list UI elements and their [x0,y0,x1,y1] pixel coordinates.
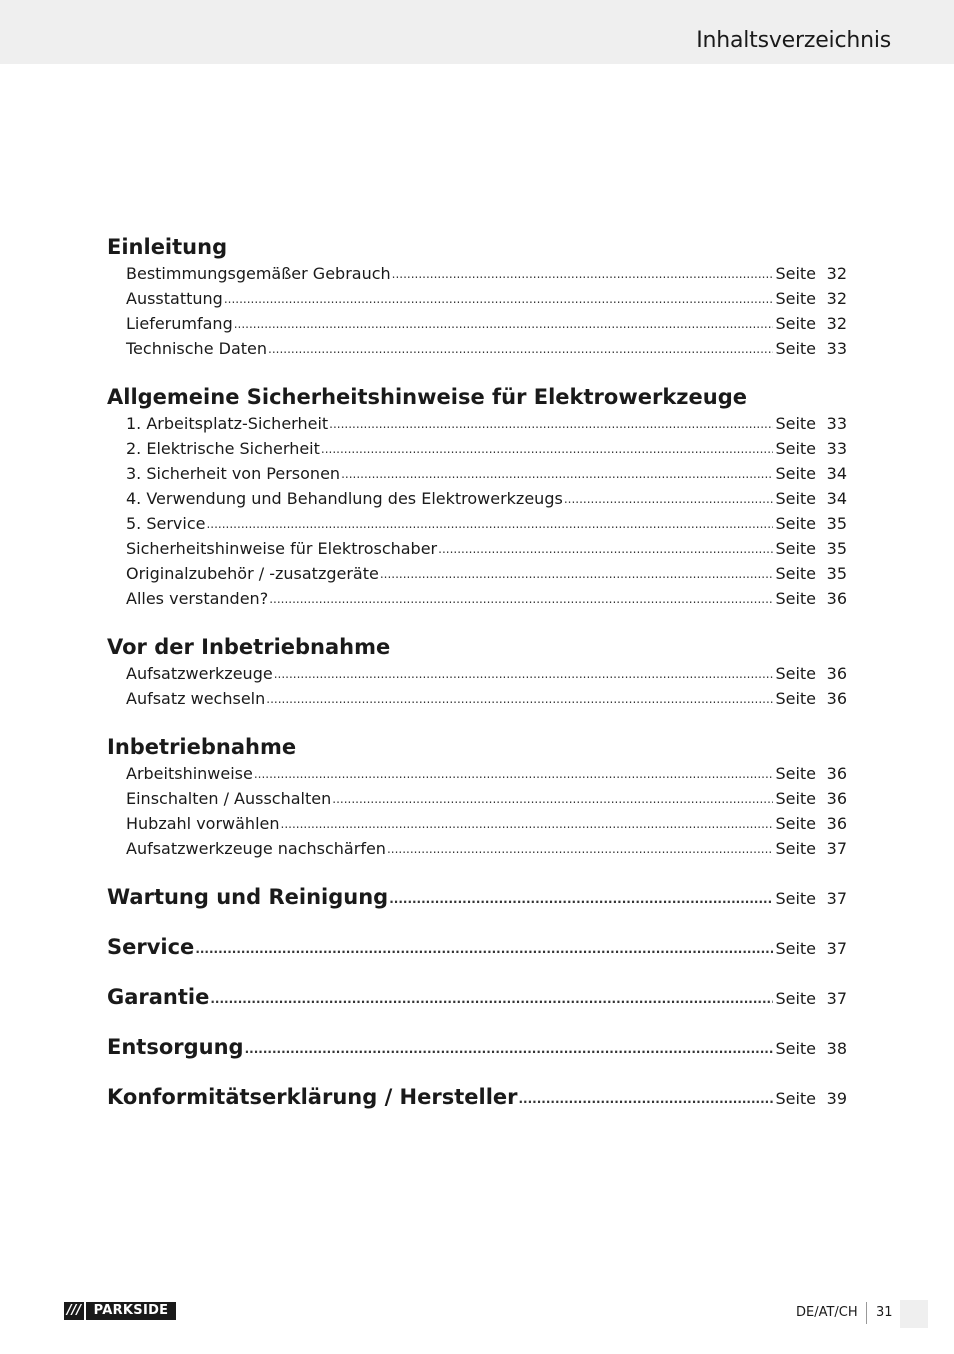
leader-dots [387,840,774,858]
page-number: 39 [826,1089,847,1108]
page-number: 33 [826,414,847,433]
footer-page-number: 31 [876,1305,893,1320]
page-word: Seite [775,339,816,358]
toc-section-konformitaet[interactable] [107,1083,847,1111]
page-number: 32 [826,289,847,308]
page-number: 37 [826,839,847,858]
leader-dots [392,265,774,283]
leader-dots [321,440,774,458]
parkside-logo [64,1302,176,1320]
page-title: Inhaltsverzeichnis [696,28,891,53]
section-heading [107,733,847,761]
toc-entry[interactable] [107,761,847,786]
leader-dots [332,790,773,808]
toc-entry[interactable] [107,461,847,486]
leader-dots [266,690,773,708]
toc-section-entsorgung[interactable] [107,1033,847,1061]
section-title: Inbetriebnahme [107,735,297,759]
entry-label: 2. Elektrische Sicherheit [126,439,320,458]
page-number: 35 [826,539,847,558]
leader-dots [195,940,773,958]
entry-label: Technische Daten [126,339,268,358]
entry-label: 1. Arbeitsplatz-Sicherheit [126,414,329,433]
toc-section-wartung[interactable] [107,883,847,911]
toc-entry[interactable] [107,511,847,536]
page-word: Seite [775,689,816,708]
toc-entry[interactable] [107,586,847,611]
leader-dots [254,765,774,783]
entry-label: Ausstattung [126,289,223,308]
page-number: 36 [826,664,847,683]
toc-entry[interactable] [107,786,847,811]
footer-divider [866,1302,867,1324]
leader-dots [329,415,773,433]
section-title: Konformitätserklärung / Hersteller [107,1085,518,1109]
toc-entry[interactable] [107,436,847,461]
toc-entry[interactable] [107,411,847,436]
section-title: Garantie [107,985,210,1009]
page-word: Seite [775,1039,816,1058]
page-number: 34 [826,464,847,483]
toc-entry[interactable] [107,486,847,511]
page-number: 34 [826,489,847,508]
entry-label: Aufsatzwerkzeuge [126,664,273,683]
entry-label: Originalzubehör / -zusatzgeräte [126,564,379,583]
footer-region: DE/AT/CH [796,1305,858,1320]
page-number: 36 [826,814,847,833]
page-number: 36 [826,764,847,783]
entry-label: Lieferumfang [126,314,233,333]
page-number: 36 [826,689,847,708]
leader-dots [564,490,774,508]
leader-dots [206,515,773,533]
toc-section-service[interactable] [107,933,847,961]
toc-section-sicherheitshinweise [107,383,847,611]
entry-label: 4. Verwendung und Behandlung des Elektrowerkzeugs [126,489,563,508]
section-title: Vor der Inbetriebnahme [107,635,391,659]
logo-wordmark: PARKSIDE [86,1302,176,1320]
toc-entry[interactable] [107,286,847,311]
toc-section-einleitung [107,233,847,361]
page-number: 36 [826,589,847,608]
leader-dots [274,665,774,683]
entry-label: Bestimmungsgemäßer Gebrauch [126,264,391,283]
page-number: 32 [826,314,847,333]
leader-dots [234,315,774,333]
page-number: 37 [826,889,847,908]
leader-dots [341,465,773,483]
entry-label: Hubzahl vorwählen [126,814,280,833]
leader-dots [281,815,774,833]
page-word: Seite [775,489,816,508]
page-number: 33 [826,339,847,358]
page-word: Seite [775,439,816,458]
leader-dots [224,290,774,308]
section-title: Entsorgung [107,1035,244,1059]
table-of-contents [107,233,847,1111]
page-word: Seite [775,789,816,808]
section-title: Einleitung [107,235,228,259]
page-word: Seite [775,514,816,533]
leader-dots [519,1090,774,1108]
page-word: Seite [775,289,816,308]
footer-tab-box [900,1300,928,1328]
toc-section-vor-der-inbetriebnahme [107,633,847,711]
toc-section-inbetriebnahme [107,733,847,861]
page-number: 35 [826,564,847,583]
page-word: Seite [775,414,816,433]
section-heading [107,233,847,261]
toc-entry[interactable] [107,811,847,836]
leader-dots [389,890,773,908]
page-word: Seite [775,314,816,333]
toc-entry[interactable] [107,686,847,711]
section-heading [107,633,847,661]
entry-label: Einschalten / Ausschalten [126,789,332,808]
toc-entry[interactable] [107,836,847,861]
page-number: 32 [826,264,847,283]
toc-entry[interactable] [107,311,847,336]
leader-dots [269,590,773,608]
toc-entry[interactable] [107,261,847,286]
toc-entry[interactable] [107,661,847,686]
entry-label: Aufsatz wechseln [126,689,266,708]
page-number: 37 [826,939,847,958]
entry-label: Arbeitshinweise [126,764,253,783]
page-word: Seite [775,589,816,608]
page-word: Seite [775,764,816,783]
entry-label: Sicherheitshinweise für Elektroschaber [126,539,438,558]
entry-label: 5. Service [126,514,206,533]
leader-dots [268,340,773,358]
leader-dots [438,540,773,558]
page-word: Seite [775,1089,816,1108]
leader-dots [380,565,774,583]
page-word: Seite [775,889,816,908]
page-word: Seite [775,539,816,558]
page-number: 38 [826,1039,847,1058]
toc-section-garantie[interactable] [107,983,847,1011]
section-title: Service [107,935,195,959]
entry-label: Alles verstanden? [126,589,269,608]
page-word: Seite [775,264,816,283]
page-word: Seite [775,939,816,958]
section-heading [107,383,847,411]
entry-label: Aufsatzwerkzeuge nachschärfen [126,839,386,858]
page-word: Seite [775,464,816,483]
page-number: 35 [826,514,847,533]
page-number: 36 [826,789,847,808]
page-word: Seite [775,814,816,833]
toc-entry[interactable] [107,561,847,586]
page-word: Seite [775,664,816,683]
entry-label: 3. Sicherheit von Personen [126,464,341,483]
section-title: Wartung und Reinigung [107,885,389,909]
page-word: Seite [775,839,816,858]
page-word: Seite [775,989,816,1008]
page-number: 37 [826,989,847,1008]
page-number: 33 [826,439,847,458]
toc-entry[interactable] [107,536,847,561]
toc-entry[interactable] [107,336,847,361]
page-word: Seite [775,564,816,583]
leader-dots [210,990,773,1008]
logo-mark: /// [64,1302,84,1320]
section-title: Allgemeine Sicherheitshinweise für Elektrowerkzeuge [107,385,747,409]
leader-dots [245,1040,774,1058]
